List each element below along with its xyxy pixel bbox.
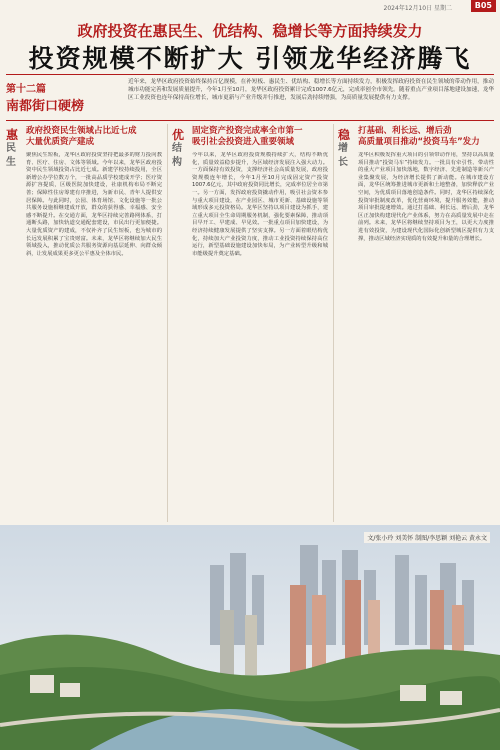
page-header	[0, 0, 500, 12]
section-badge-2-first: 优	[172, 128, 185, 142]
section-body-3: 龙华区积极发挥重大项目的引领带动作用，坚持以高质量项目推动“投资马车”持续发力。一批具有牵引性、带动性的重大产业项目加快落地，数字经济、先进制造等新兴产业集聚发展，为经济增长提供了新动能。在城市建设方面，龙华区统筹推进城市更新和土地整备，加快释放产业空间，为优质项目落地创造条件。同时，龙华区持续深化投资审批制度改革，优化营商环境，提升服务效能，推动项目审批提速增效。通过打基础、利长远、增后劲，龙华区正加快构建现代化产业体系，努力在高质量发展中走在前列。未来，龙华区将继续坚持项目为王，以更大力度推进有效投资，为建设现代化国际化创新型城区提供有力支撑，推动区域经济实现质的有效提升和量的合理增长。	[358, 152, 494, 242]
issue-date: 2024年12月10日 星期二	[383, 5, 452, 12]
section-badge-2-rest: 结构	[172, 143, 182, 168]
section-badge-1-rest: 民生	[6, 143, 16, 168]
section-body-2: 今年以来，龙华区政府投资规模持续扩大，结构不断优化，质量效益稳步提升，为区域经济发展注入强大动力。一方面保持有效投资，支撑经济社会高质量发展，政府投资规模连年增长，今年1月至10月完成固定资产投资1007.6亿元，其中政府投资同比增长，完成率位居全市第一。另一方面，发挥政府投资撬动作用，吸引社会资本参与重大项目建设，在产业园区、城市更新、基础设施等领域形成多元投资格局。龙华区坚持以项目建设为抓手，建立重大项目全生命周期服务机制，强化要素保障，推动项目早开工、早建成、早见效。一批重点项目加快建设，为经济持续健康发展提供了坚实支撑。另一方面着眼结构优化，持续加大产业投资力度，推动工业投资持续保持高位运行，新型基础设施建设加快布局，为产业转型升级和城市能级提升奠定基础。	[192, 152, 328, 257]
intro-rule	[6, 120, 494, 121]
section-title-2: 固定资产投资完成率全市第一 吸引社会投资进入重要领域	[192, 126, 303, 147]
section-badge-3-first: 稳	[338, 128, 351, 142]
section-badge-1	[6, 128, 22, 170]
column-divider-2	[333, 124, 334, 522]
column-divider-1	[167, 124, 168, 522]
column-logo-line1: 第十二篇	[6, 84, 46, 95]
sub-headline: 政府投资在惠民生、优结构、稳增长等方面持续发力	[77, 22, 423, 40]
section-badge-3-rest: 增长	[338, 143, 348, 168]
section-title-1: 政府投资民生领域占比近七成 大量优质资产建成	[26, 126, 137, 147]
section-badge-1-first: 惠	[6, 128, 19, 142]
section-badge-3	[338, 128, 354, 170]
byline: 文/张小玲 刘美怀 制图/李思颖 刘艳云 黄永文	[364, 532, 490, 543]
column-logo-line2: 南都街口硬榜	[6, 99, 85, 114]
city-photo	[0, 525, 500, 750]
section-title-3: 打基础、利长远、增后劲 高质量项目推动“投资马车”发力	[358, 126, 480, 147]
city-skyline-illustration	[0, 525, 500, 750]
column-logo	[6, 80, 124, 116]
intro-paragraph: 近年来，龙华区政府投资始终保持百亿规模，在补短板、惠民生、优结构、稳增长等方面持续发力，积极发挥政府投资在民生领域的带动作用，推动城市功能完善和发展质量提升，今年1月至10月，龙华区政府投资累计完成1007.6亿元，完成率创全市领先。随着重点产业项目落地建设加速，龙华区工业投资也连年保持高位增长，城市更新与产业升级并行推进，发展后劲持续增强，为高质量发展提供有力支撑。	[128, 79, 494, 101]
section-badge-2	[172, 128, 188, 170]
page-number: B05	[471, 0, 496, 12]
main-headline: 投资规模不断扩大 引领龙华经济腾飞	[28, 44, 472, 73]
section-body-1: 聚焦民生短板，龙华区政府投资坚持把最多的财力投向教育、医疗、住房、文体等领域。今年以来，龙华区政府投资中民生领域投资占比近七成。新建学校持续投用，全区新增公办学位数万个，一批高品质学校建成开学；医疗资源扩容提质，区级医院加快建设，社康机构布局不断完善；保障性住房筹建有序推进，为新市民、青年人提供安居保障。与此同时，公园、体育场馆、文化设施等一批公共服务设施相继建成开放，群众的获得感、幸福感、安全感不断提升。在交通方面，龙华区持续完善路网体系，打通断头路，加快轨道交通配套建设，市民出行更加便捷。大量优质资产的建成，不仅补齐了民生短板，也为城市的长远发展积累了宝贵财富。未来，龙华区将继续加大民生领域投入，推动优质公共服务资源向基层延伸、向群众倾斜，让发展成果更多更公平惠及全体市民。	[26, 152, 162, 257]
header-rule	[6, 74, 494, 75]
